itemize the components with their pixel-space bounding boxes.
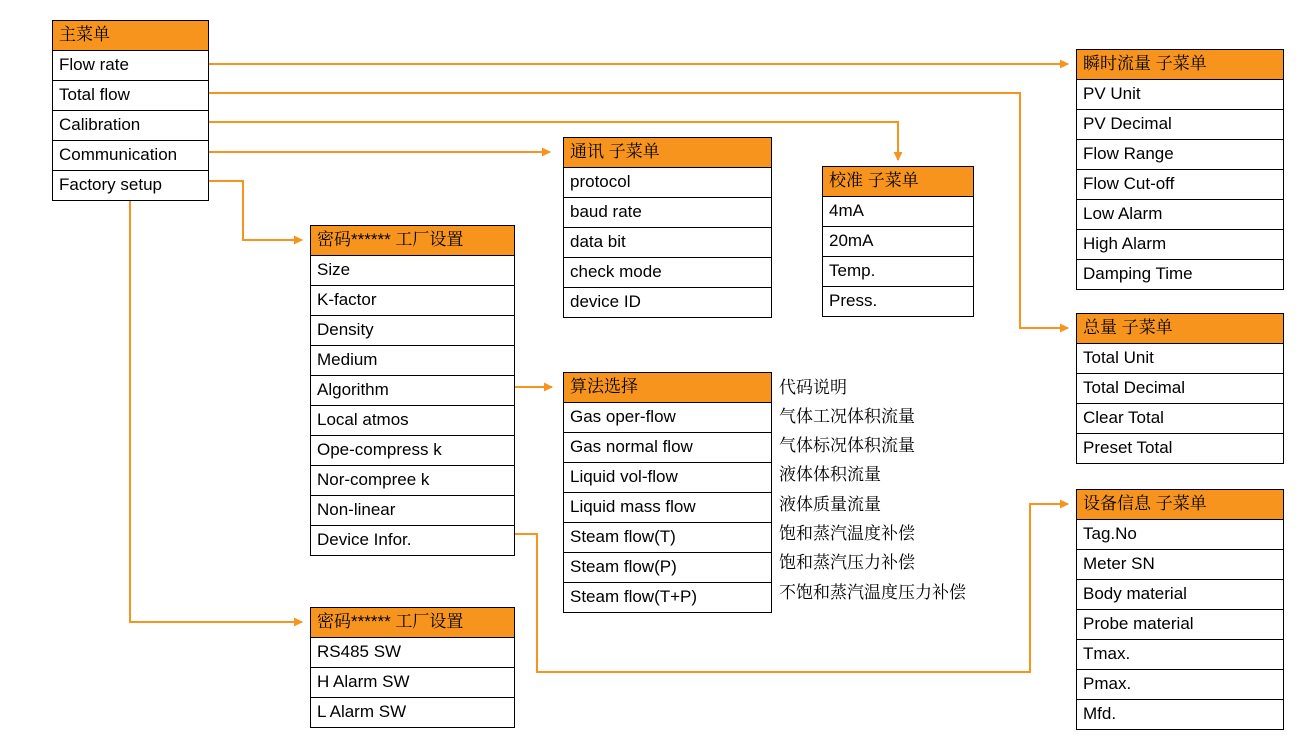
menu-item-gas-oper-flow[interactable]: Gas oper-flow xyxy=(564,403,771,433)
menu-item-medium[interactable]: Medium xyxy=(311,346,514,376)
menu-item-factory-setup[interactable]: Factory setup xyxy=(59,175,162,194)
menu-item-steam-flow-t[interactable]: Steam flow(T) xyxy=(564,523,771,553)
menu-item-mfd[interactable]: Mfd. xyxy=(1083,704,1117,723)
menu-item-nor-compree-k[interactable]: Nor-compree k xyxy=(311,466,514,496)
menu-item-pmax[interactable]: Pmax. xyxy=(1077,670,1283,700)
algorithm-description-1: 气体标况体积流量 xyxy=(779,436,915,455)
menu-item-communication[interactable]: Communication xyxy=(53,141,208,171)
menu-item-pv-unit[interactable]: PV Unit xyxy=(1077,80,1283,110)
box-calibration-submenu xyxy=(822,166,974,317)
algorithm-description-4: 饱和蒸汽温度补偿 xyxy=(779,524,915,543)
box-header-device-info-submenu: 设备信息 子菜单 xyxy=(1077,490,1283,520)
menu-item-preset-total[interactable]: Preset Total xyxy=(1083,438,1173,457)
box-header-calibration-submenu: 校准 子菜单 xyxy=(823,167,973,197)
menu-item-damping-time[interactable]: Damping Time xyxy=(1083,264,1193,283)
box-flow-rate-submenu xyxy=(1076,49,1284,290)
menu-item-liquid-vol-flow[interactable]: Liquid vol-flow xyxy=(564,463,771,493)
menu-item-data-bit[interactable]: data bit xyxy=(564,228,771,258)
box-total-flow-submenu xyxy=(1076,313,1284,464)
menu-item-temp[interactable]: Temp. xyxy=(823,257,973,287)
algorithm-description-header: 代码说明 xyxy=(779,378,847,397)
box-header-main-menu: 主菜单 xyxy=(53,21,208,51)
menu-item-calibration[interactable]: Calibration xyxy=(53,111,208,141)
box-header-flow-rate-submenu: 瞬时流量 子菜单 xyxy=(1077,50,1283,80)
menu-item-steam-flow-p[interactable]: Steam flow(P) xyxy=(564,553,771,583)
menu-item-algorithm[interactable]: Algorithm xyxy=(311,376,514,406)
menu-item-liquid-mass-flow[interactable]: Liquid mass flow xyxy=(564,493,771,523)
menu-item-l-alarm-sw[interactable]: L Alarm SW xyxy=(317,702,407,721)
menu-item-check-mode[interactable]: check mode xyxy=(564,258,771,288)
box-header-factory-setup-primary: 密码****** 工厂设置 xyxy=(311,226,514,256)
menu-item-clear-total[interactable]: Clear Total xyxy=(1077,404,1283,434)
menu-item-total-flow[interactable]: Total flow xyxy=(53,81,208,111)
menu-item-body-material[interactable]: Body material xyxy=(1077,580,1283,610)
menu-item-total-decimal[interactable]: Total Decimal xyxy=(1077,374,1283,404)
menu-item-rs485-sw[interactable]: RS485 SW xyxy=(311,638,514,668)
box-main-menu xyxy=(52,20,209,201)
menu-item-device-id[interactable]: device ID xyxy=(570,292,641,311)
menu-item-low-alarm[interactable]: Low Alarm xyxy=(1077,200,1283,230)
box-header-communication-submenu: 通讯 子菜单 xyxy=(564,138,771,168)
menu-item-protocol[interactable]: protocol xyxy=(564,168,771,198)
menu-item-meter-sn[interactable]: Meter SN xyxy=(1077,550,1283,580)
box-communication-submenu xyxy=(563,137,772,318)
menu-item-steam-flow-tp[interactable]: Steam flow(T+P) xyxy=(570,587,698,606)
menu-item-20ma[interactable]: 20mA xyxy=(823,227,973,257)
algorithm-description-6: 不饱和蒸汽温度压力补偿 xyxy=(779,583,966,602)
menu-item-total-unit[interactable]: Total Unit xyxy=(1077,344,1283,374)
box-factory-setup-primary xyxy=(310,225,515,556)
box-device-info-submenu xyxy=(1076,489,1284,730)
box-header-factory-setup-secondary: 密码****** 工厂设置 xyxy=(311,608,514,638)
algorithm-description-0: 气体工况体积流量 xyxy=(779,407,915,426)
menu-item-pv-decimal[interactable]: PV Decimal xyxy=(1077,110,1283,140)
box-algorithm-select xyxy=(563,372,772,613)
menu-item-gas-normal-flow[interactable]: Gas normal flow xyxy=(564,433,771,463)
menu-item-probe-material[interactable]: Probe material xyxy=(1077,610,1283,640)
box-header-total-flow-submenu: 总量 子菜单 xyxy=(1077,314,1283,344)
menu-item-device-infor[interactable]: Device Infor. xyxy=(317,530,412,549)
menu-item-k-factor[interactable]: K-factor xyxy=(311,286,514,316)
menu-item-h-alarm-sw[interactable]: H Alarm SW xyxy=(311,668,514,698)
menu-item-baud-rate[interactable]: baud rate xyxy=(564,198,771,228)
menu-item-density[interactable]: Density xyxy=(311,316,514,346)
menu-item-ope-compress-k[interactable]: Ope-compress k xyxy=(311,436,514,466)
menu-item-flow-range[interactable]: Flow Range xyxy=(1077,140,1283,170)
menu-item-non-linear[interactable]: Non-linear xyxy=(311,496,514,526)
menu-item-high-alarm[interactable]: High Alarm xyxy=(1077,230,1283,260)
menu-item-local-atmos[interactable]: Local atmos xyxy=(311,406,514,436)
menu-item-flow-rate[interactable]: Flow rate xyxy=(53,51,208,81)
menu-item-press[interactable]: Press. xyxy=(829,291,878,310)
algorithm-description-3: 液体质量流量 xyxy=(779,495,881,514)
menu-item-tmax[interactable]: Tmax. xyxy=(1077,640,1283,670)
box-header-algorithm-select: 算法选择 xyxy=(564,373,771,403)
menu-item-tag-no[interactable]: Tag.No xyxy=(1077,520,1283,550)
algorithm-description-2: 液体体积流量 xyxy=(779,465,881,484)
menu-item-flow-cut-off[interactable]: Flow Cut-off xyxy=(1077,170,1283,200)
box-factory-setup-secondary xyxy=(310,607,515,728)
algorithm-description-5: 饱和蒸汽压力补偿 xyxy=(779,553,915,572)
menu-item-4ma[interactable]: 4mA xyxy=(823,197,973,227)
menu-item-size[interactable]: Size xyxy=(311,256,514,286)
